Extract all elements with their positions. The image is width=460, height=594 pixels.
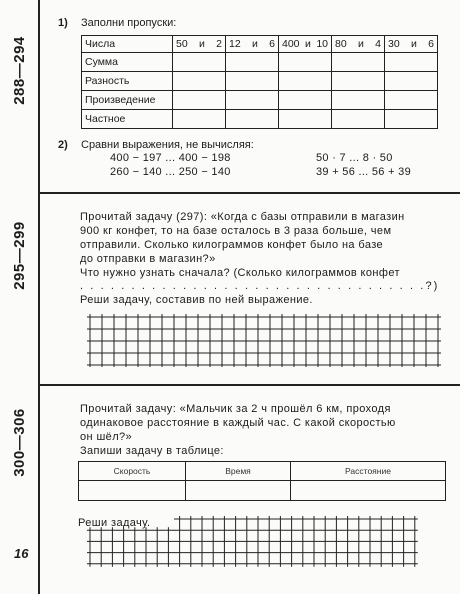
- answer-cell[interactable]: [332, 72, 385, 91]
- answer-cell[interactable]: [279, 72, 332, 91]
- exercise-range-label: 300—306: [10, 407, 28, 477]
- answer-cell[interactable]: [385, 110, 438, 129]
- number-pair-cell: 50 2 и: [173, 36, 226, 53]
- answer-cell[interactable]: [173, 72, 226, 91]
- answer-cell[interactable]: [173, 91, 226, 110]
- instruction-text: Запиши задачу в таблице:: [80, 445, 224, 457]
- problem-text-line: 900 кг конфет, то на базе осталось в 3 раза больше, чем: [80, 225, 392, 237]
- margin-rule: [38, 0, 40, 594]
- comparison-expression: 400 − 197 ... 400 − 198: [110, 152, 231, 164]
- answer-cell[interactable]: [279, 53, 332, 72]
- answer-cell[interactable]: [226, 53, 279, 72]
- table-header-label: Числа: [82, 36, 173, 53]
- answer-cell[interactable]: [226, 110, 279, 129]
- comparison-expression: 39 + 56 ... 56 + 39: [316, 166, 411, 178]
- answer-grid[interactable]: [86, 515, 448, 567]
- page-number: 16: [14, 546, 29, 561]
- row-label-sum: Сумма: [82, 53, 173, 72]
- exercise-range-label: 288—294: [10, 35, 28, 105]
- task-number: 1): [58, 17, 68, 29]
- column-header-time: Время: [186, 462, 291, 481]
- guiding-question: Что нужно узнать сначала? (Сколько килограммов конфет: [80, 267, 400, 279]
- number-pair-cell: 400 10 и: [279, 36, 332, 53]
- problem-text-line: отправили. Сколько килограммов конфет было на базе: [80, 239, 384, 251]
- section-divider: [38, 192, 460, 194]
- answer-cell[interactable]: [226, 91, 279, 110]
- problem-text-line: он шёл?»: [80, 431, 133, 443]
- row-label-difference: Разность: [82, 72, 173, 91]
- answer-cell[interactable]: [385, 53, 438, 72]
- problem-text-line: до отправки в магазин?»: [80, 253, 216, 265]
- answer-cell[interactable]: [332, 110, 385, 129]
- exercise-range-label: 295—299: [10, 220, 28, 290]
- section-divider: [38, 384, 460, 386]
- problem-text-line: одинаковое расстояние в каждый час. С какой скоростью: [80, 417, 396, 429]
- answer-grid[interactable]: [86, 313, 448, 367]
- answer-cell[interactable]: [226, 72, 279, 91]
- row-label-product: Произведение: [82, 91, 173, 110]
- speed-value-cell[interactable]: [79, 481, 186, 501]
- comparison-expression: 50 · 7 ... 8 · 50: [316, 152, 393, 164]
- answer-cell[interactable]: [385, 72, 438, 91]
- answer-cell[interactable]: [279, 91, 332, 110]
- time-value-cell[interactable]: [186, 481, 291, 501]
- answer-cell[interactable]: [332, 91, 385, 110]
- answer-cell[interactable]: [173, 110, 226, 129]
- column-header-speed: Скорость: [79, 462, 186, 481]
- comparison-expression: 260 − 140 ... 250 − 140: [110, 166, 231, 178]
- answer-cell[interactable]: [332, 53, 385, 72]
- answer-cell[interactable]: [279, 110, 332, 129]
- answer-cell[interactable]: [385, 91, 438, 110]
- problem-text-line: Прочитай задачу: «Мальчик за 2 ч прошёл 6 км, проходя: [80, 403, 391, 415]
- row-label-quotient: Частное: [82, 110, 173, 129]
- problem-text-line: Прочитай задачу (297): «Когда с базы отправили в магазин: [80, 211, 405, 223]
- task-number: 2): [58, 139, 68, 151]
- answer-dots-line: . . . . . . . . . . . . . . . . . . . . . . . . . . . . . . . . . .?): [80, 280, 440, 292]
- task-title: Заполни пропуски:: [81, 17, 177, 29]
- solve-label: Реши задачу.: [78, 517, 151, 529]
- number-pair-cell: 80 4 и: [332, 36, 385, 53]
- speed-table: [78, 461, 446, 501]
- answer-cell[interactable]: [173, 53, 226, 72]
- number-pair-cell: 12 6 и: [226, 36, 279, 53]
- fill-in-table: [81, 35, 438, 129]
- distance-value-cell[interactable]: [291, 481, 446, 501]
- task-title: Сравни выражения, не вычисляя:: [81, 139, 254, 151]
- column-header-distance: Расстояние: [291, 462, 446, 481]
- number-pair-cell: 30 6 и: [385, 36, 438, 53]
- instruction-text: Реши задачу, составив по ней выражение.: [80, 294, 313, 306]
